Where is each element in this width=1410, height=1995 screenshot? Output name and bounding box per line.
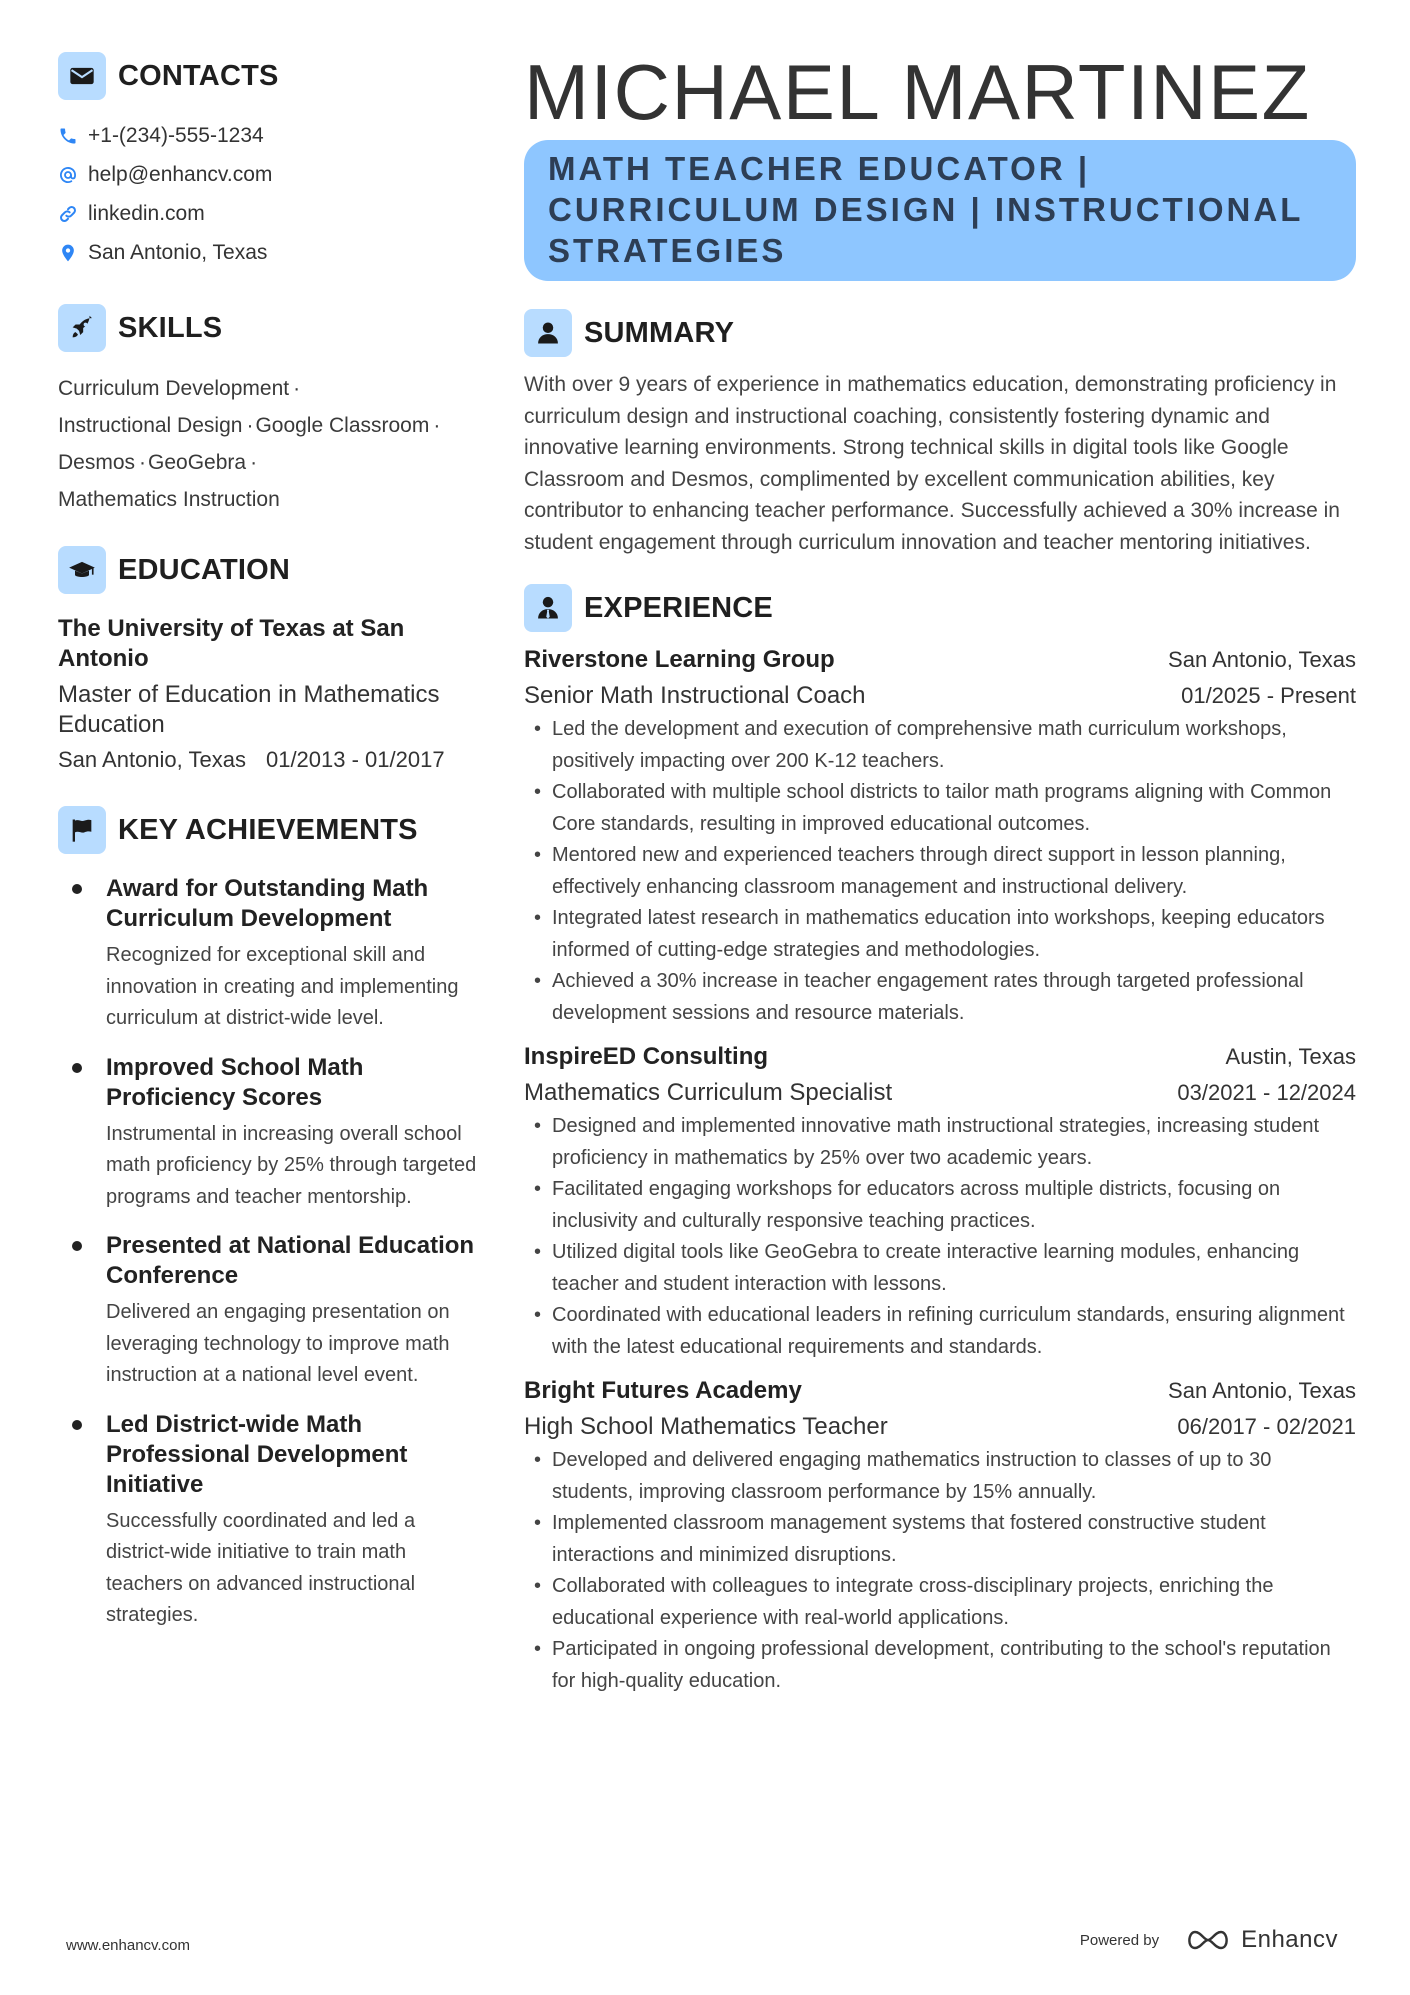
job-entry — [524, 1039, 1356, 1363]
job-role: Mathematics Curriculum Specialist — [524, 1079, 893, 1106]
experience-header — [524, 584, 1356, 632]
skills-header — [58, 304, 478, 352]
brand-logo[interactable] — [1185, 1926, 1338, 1954]
email-text: help@enhancv.com — [88, 162, 273, 186]
bullet-icon — [72, 884, 82, 894]
job-location: San Antonio, Texas — [1168, 1378, 1356, 1403]
candidate-name: MICHAEL MARTINEZ — [524, 48, 1311, 136]
job-bullets — [524, 1445, 1356, 1697]
job-bullet: • Led the development and execution of comprehensive math curriculum workshops, positively impacting over 200 K-12 teachers. — [524, 714, 1356, 777]
link-icon — [58, 204, 78, 224]
achievements-title: KEY ACHIEVEMENTS — [118, 813, 418, 846]
education-dates: 01/2013 - 01/2017 — [265, 747, 445, 772]
job-bullet: • Utilized digital tools like GeoGebra to create interactive learning modules, enhancing teacher and student interaction with lessons. — [524, 1237, 1356, 1300]
linkedin-text: linkedin.com — [88, 201, 205, 225]
footer-website[interactable]: www.enhancv.com — [66, 1937, 190, 1954]
job-bullet: • Collaborated with colleagues to integrate cross-disciplinary projects, enriching the educational experience with real-world applications. — [524, 1571, 1356, 1634]
job-bullet: • Participated in ongoing professional development, contributing to the school's reputation for high-quality education. — [524, 1634, 1356, 1697]
footer-branding — [1080, 1926, 1338, 1954]
achievement-item — [58, 1410, 478, 1632]
job-subheader — [524, 1409, 1356, 1445]
job-header — [524, 1373, 1356, 1409]
skill-separator: · — [246, 414, 254, 437]
job-bullet: • Developed and delivered engaging mathematics instruction to classes of up to 30 students, improving classroom performance by 15% annually. — [524, 1445, 1356, 1508]
education-entry — [58, 614, 478, 776]
summary-title: SUMMARY — [584, 316, 735, 349]
skill-separator: · — [139, 451, 147, 474]
skill-item: Desmos — [58, 451, 136, 474]
degree: Master of Education in Mathematics Education — [58, 681, 440, 738]
job-bullets — [524, 714, 1356, 1029]
job-subheader — [524, 1075, 1356, 1111]
job-bullet: • Designed and implemented innovative math instructional strategies, increasing student proficiency in mathematics by 25% over two academic years. — [524, 1111, 1356, 1174]
achievement-item — [58, 1053, 478, 1214]
achievement-title: Presented at National Education Conference — [106, 1232, 475, 1289]
skill-separator: · — [250, 451, 258, 474]
job-bullets — [524, 1111, 1356, 1363]
company-name: InspireED Consulting — [524, 1043, 769, 1070]
job-dates: 03/2021 - 12/2024 — [1177, 1080, 1356, 1105]
envelope-icon — [58, 52, 106, 100]
headline-banner: MATH TEACHER EDUCATOR | CURRICULUM DESIGN | INSTRUCTIONAL STRATEGIES — [524, 140, 1356, 281]
achievement-description: Delivered an engaging presentation on leveraging technology to improve math instruction at a national level event. — [106, 1301, 450, 1386]
job-bullet: • Implemented classroom management systems that fostered constructive student interactions and minimized disruptions. — [524, 1508, 1356, 1571]
education-location: San Antonio, Texas — [58, 747, 246, 772]
map-pin-icon — [58, 243, 78, 263]
contacts-section — [58, 52, 478, 272]
achievement-title: Award for Outstanding Math Curriculum Development — [106, 875, 429, 932]
flag-icon — [58, 806, 106, 854]
job-bullet: • Achieved a 30% increase in teacher engagement rates through targeted professional development sessions and resource materials. — [524, 966, 1356, 1029]
company-name: Bright Futures Academy — [524, 1377, 802, 1404]
company-name: Riverstone Learning Group — [524, 646, 835, 673]
skill-item: Mathematics Instruction — [58, 488, 280, 511]
phone-icon — [58, 126, 78, 146]
job-role: Senior Math Instructional Coach — [524, 682, 866, 709]
experience-section — [524, 584, 1356, 1697]
skill-separator: · — [433, 414, 441, 437]
left-column — [58, 52, 478, 1650]
skill-item: Curriculum Development — [58, 377, 290, 400]
job-location: Austin, Texas — [1225, 1044, 1356, 1069]
job-entry — [524, 1373, 1356, 1697]
achievement-item — [58, 1231, 478, 1392]
job-bullet: • Collaborated with multiple school districts to tailor math programs aligning with Common Core standards, resulting in improved educational outcomes. — [524, 777, 1356, 840]
education-header — [58, 546, 478, 594]
achievement-item — [58, 874, 478, 1035]
bullet-icon — [72, 1241, 82, 1251]
user-tie-icon — [524, 584, 572, 632]
summary-header — [524, 309, 1356, 357]
location-text: San Antonio, Texas — [88, 240, 268, 264]
contacts-title: CONTACTS — [118, 59, 279, 92]
job-dates: 06/2017 - 02/2021 — [1177, 1414, 1356, 1439]
achievement-title: Led District-wide Math Professional Development Initiative — [106, 1410, 408, 1498]
brand-name: Enhancv — [1241, 1926, 1338, 1953]
job-location: San Antonio, Texas — [1168, 647, 1356, 672]
summary-section — [524, 309, 1356, 558]
summary-text: With over 9 years of experience in mathematics education, demonstrating proficiency in curriculum design and instructional coaching, consistently fostering dynamic and innovative learning environments. Strong technical skills in digital tools like Google Classroom and Desmos, complimented by excellent communication abilities, key contributor to enhancing teacher performance. Successfully achieved a 30% increase in student engagement through curriculum innovation and teacher mentoring initiatives. — [524, 373, 1340, 554]
at-icon — [58, 165, 78, 185]
contacts-header — [58, 52, 478, 100]
skill-item: GeoGebra — [148, 451, 247, 474]
skills-section — [58, 304, 478, 518]
achievement-description: Recognized for exceptional skill and innovation in creating and implementing curriculum at district-wide level. — [106, 944, 459, 1029]
education-section — [58, 546, 478, 776]
right-column — [524, 44, 1356, 1697]
job-bullet: • Coordinated with educational leaders in refining curriculum standards, ensuring alignment with the latest educational requirements and standards. — [524, 1300, 1356, 1363]
job-header — [524, 642, 1356, 678]
school-name: The University of Texas at San Antonio — [58, 615, 405, 672]
contact-phone[interactable] — [58, 116, 478, 155]
rocket-icon — [58, 304, 106, 352]
achievements-header — [58, 806, 478, 854]
job-bullet: • Mentored new and experienced teachers through direct support in lesson planning, effectively enhancing classroom management and instructional delivery. — [524, 840, 1356, 903]
achievement-list — [58, 874, 478, 1632]
job-dates: 01/2025 - Present — [1181, 683, 1356, 708]
user-icon — [524, 309, 572, 357]
skill-separator: · — [293, 377, 301, 400]
job-bullet: • Integrated latest research in mathematics education into workshops, keeping educators informed of cutting-edge strategies and methodologies. — [524, 903, 1356, 966]
bullet-icon — [72, 1063, 82, 1073]
job-subheader — [524, 678, 1356, 714]
education-meta — [58, 744, 478, 776]
job-role: High School Mathematics Teacher — [524, 1413, 888, 1440]
contact-list — [58, 116, 478, 272]
enhancv-logo-icon — [1185, 1927, 1231, 1953]
achievement-description: Successfully coordinated and led a district-wide initiative to train math teachers on advanced instructional strategies. — [106, 1509, 416, 1626]
experience-title: EXPERIENCE — [584, 591, 773, 624]
graduation-cap-icon — [58, 546, 106, 594]
skills-list — [58, 370, 478, 518]
phone-text: +1-(234)-555-1234 — [88, 123, 264, 147]
achievements-section — [58, 806, 478, 1632]
bullet-icon — [72, 1420, 82, 1430]
skill-item: Google Classroom — [255, 414, 430, 437]
job-bullet: • Facilitated engaging workshops for educators across multiple districts, focusing on inclusivity and culturally responsive teaching practices. — [524, 1174, 1356, 1237]
skill-item: Instructional Design — [58, 414, 243, 437]
powered-by-label: Powered by — [1079, 1931, 1160, 1949]
achievement-description: Instrumental in increasing overall school math proficiency by 25% through targeted programs and teacher mentorship. — [106, 1122, 477, 1208]
education-title: EDUCATION — [118, 553, 291, 586]
contact-location — [58, 233, 478, 272]
contact-linkedin[interactable] — [58, 194, 478, 233]
contact-email[interactable] — [58, 155, 478, 194]
job-entry — [524, 642, 1356, 1029]
skills-title: SKILLS — [118, 311, 223, 344]
achievement-title: Improved School Math Proficiency Scores — [106, 1053, 364, 1111]
job-header — [524, 1039, 1356, 1075]
